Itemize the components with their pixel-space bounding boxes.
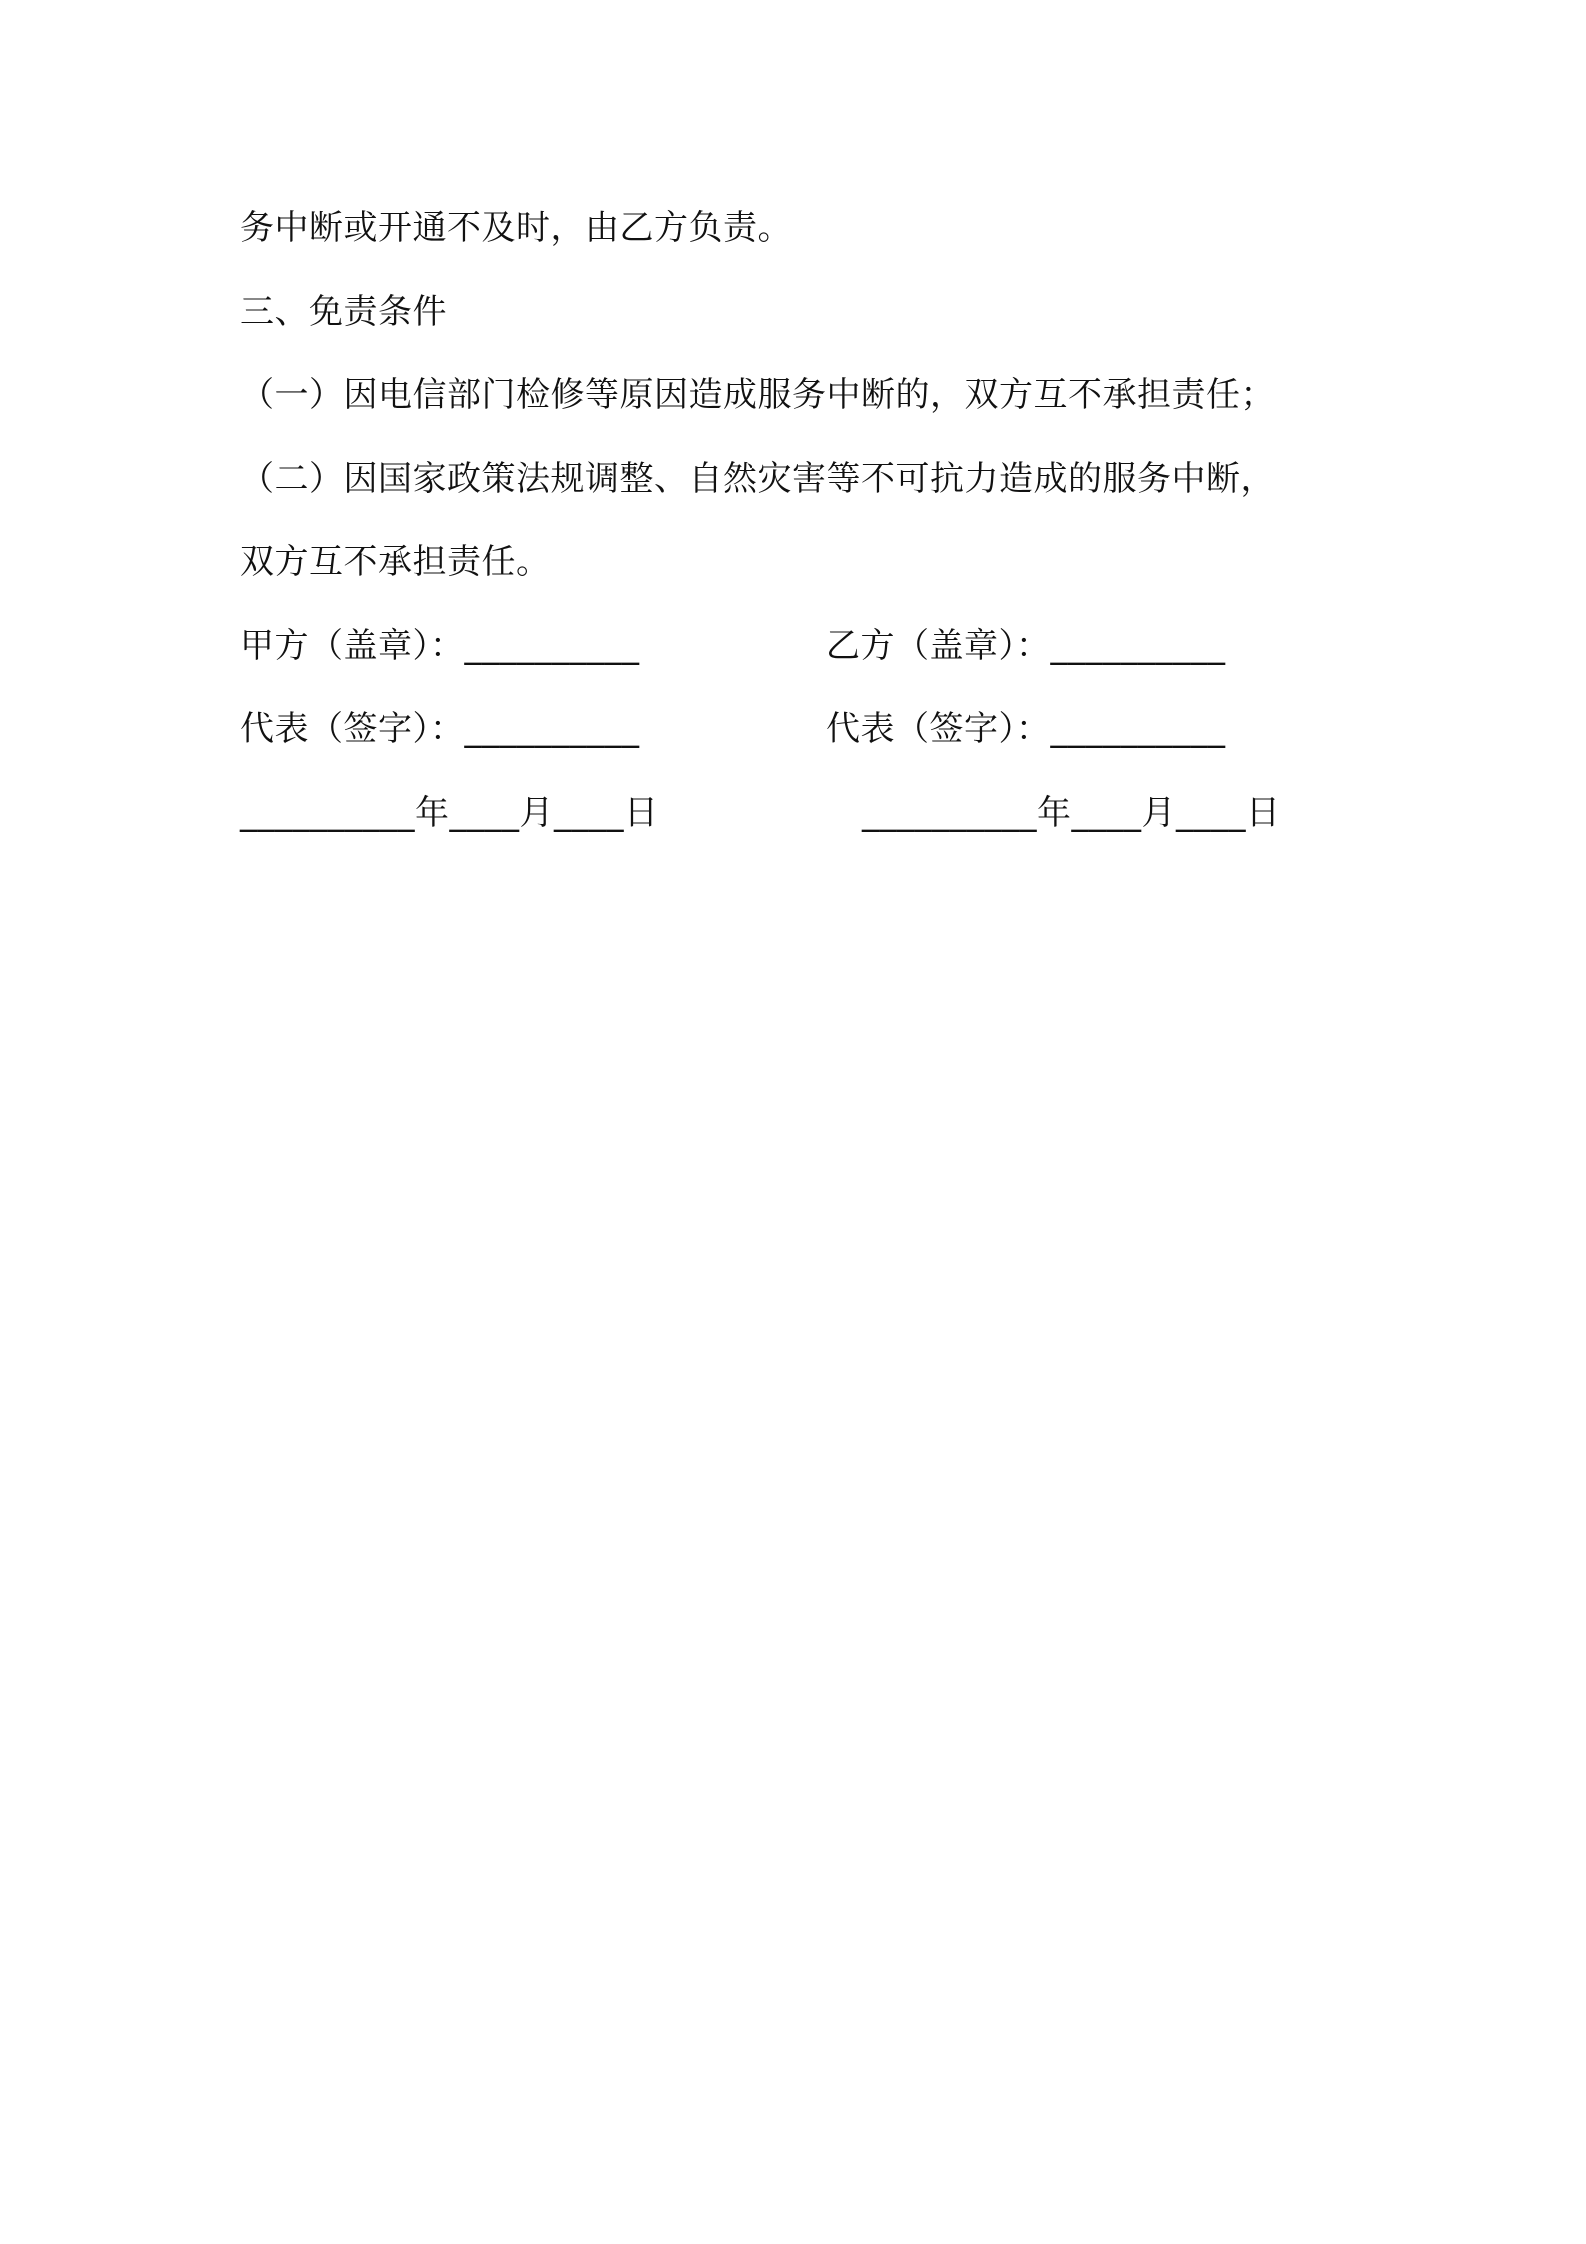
exemption-item-2-continuation: 双方互不承担责任。	[240, 542, 551, 582]
exemption-item-1: （一）因电信部门检修等原因造成服务中断的，双方互不承担责任；	[240, 375, 1275, 415]
party-a-date-field: __________年____月____日	[240, 793, 659, 833]
party-b-seal-field: 乙方（盖章）：__________	[826, 626, 1226, 666]
party-a-seal-field: 甲方（盖章）：__________	[240, 626, 640, 666]
exemption-item-2: （二）因国家政策法规调整、自然灾害等不可抗力造成的服务中断，	[240, 459, 1275, 499]
clause-two-continuation: 务中断或开通不及时，由乙方负责。	[240, 208, 792, 248]
party-b-representative-field: 代表（签字）：__________	[826, 709, 1226, 749]
section-heading-exemption: 三、免责条件	[240, 292, 447, 332]
party-a-representative-field: 代表（签字）：__________	[240, 709, 640, 749]
party-b-date-field: __________年____月____日	[862, 793, 1281, 833]
